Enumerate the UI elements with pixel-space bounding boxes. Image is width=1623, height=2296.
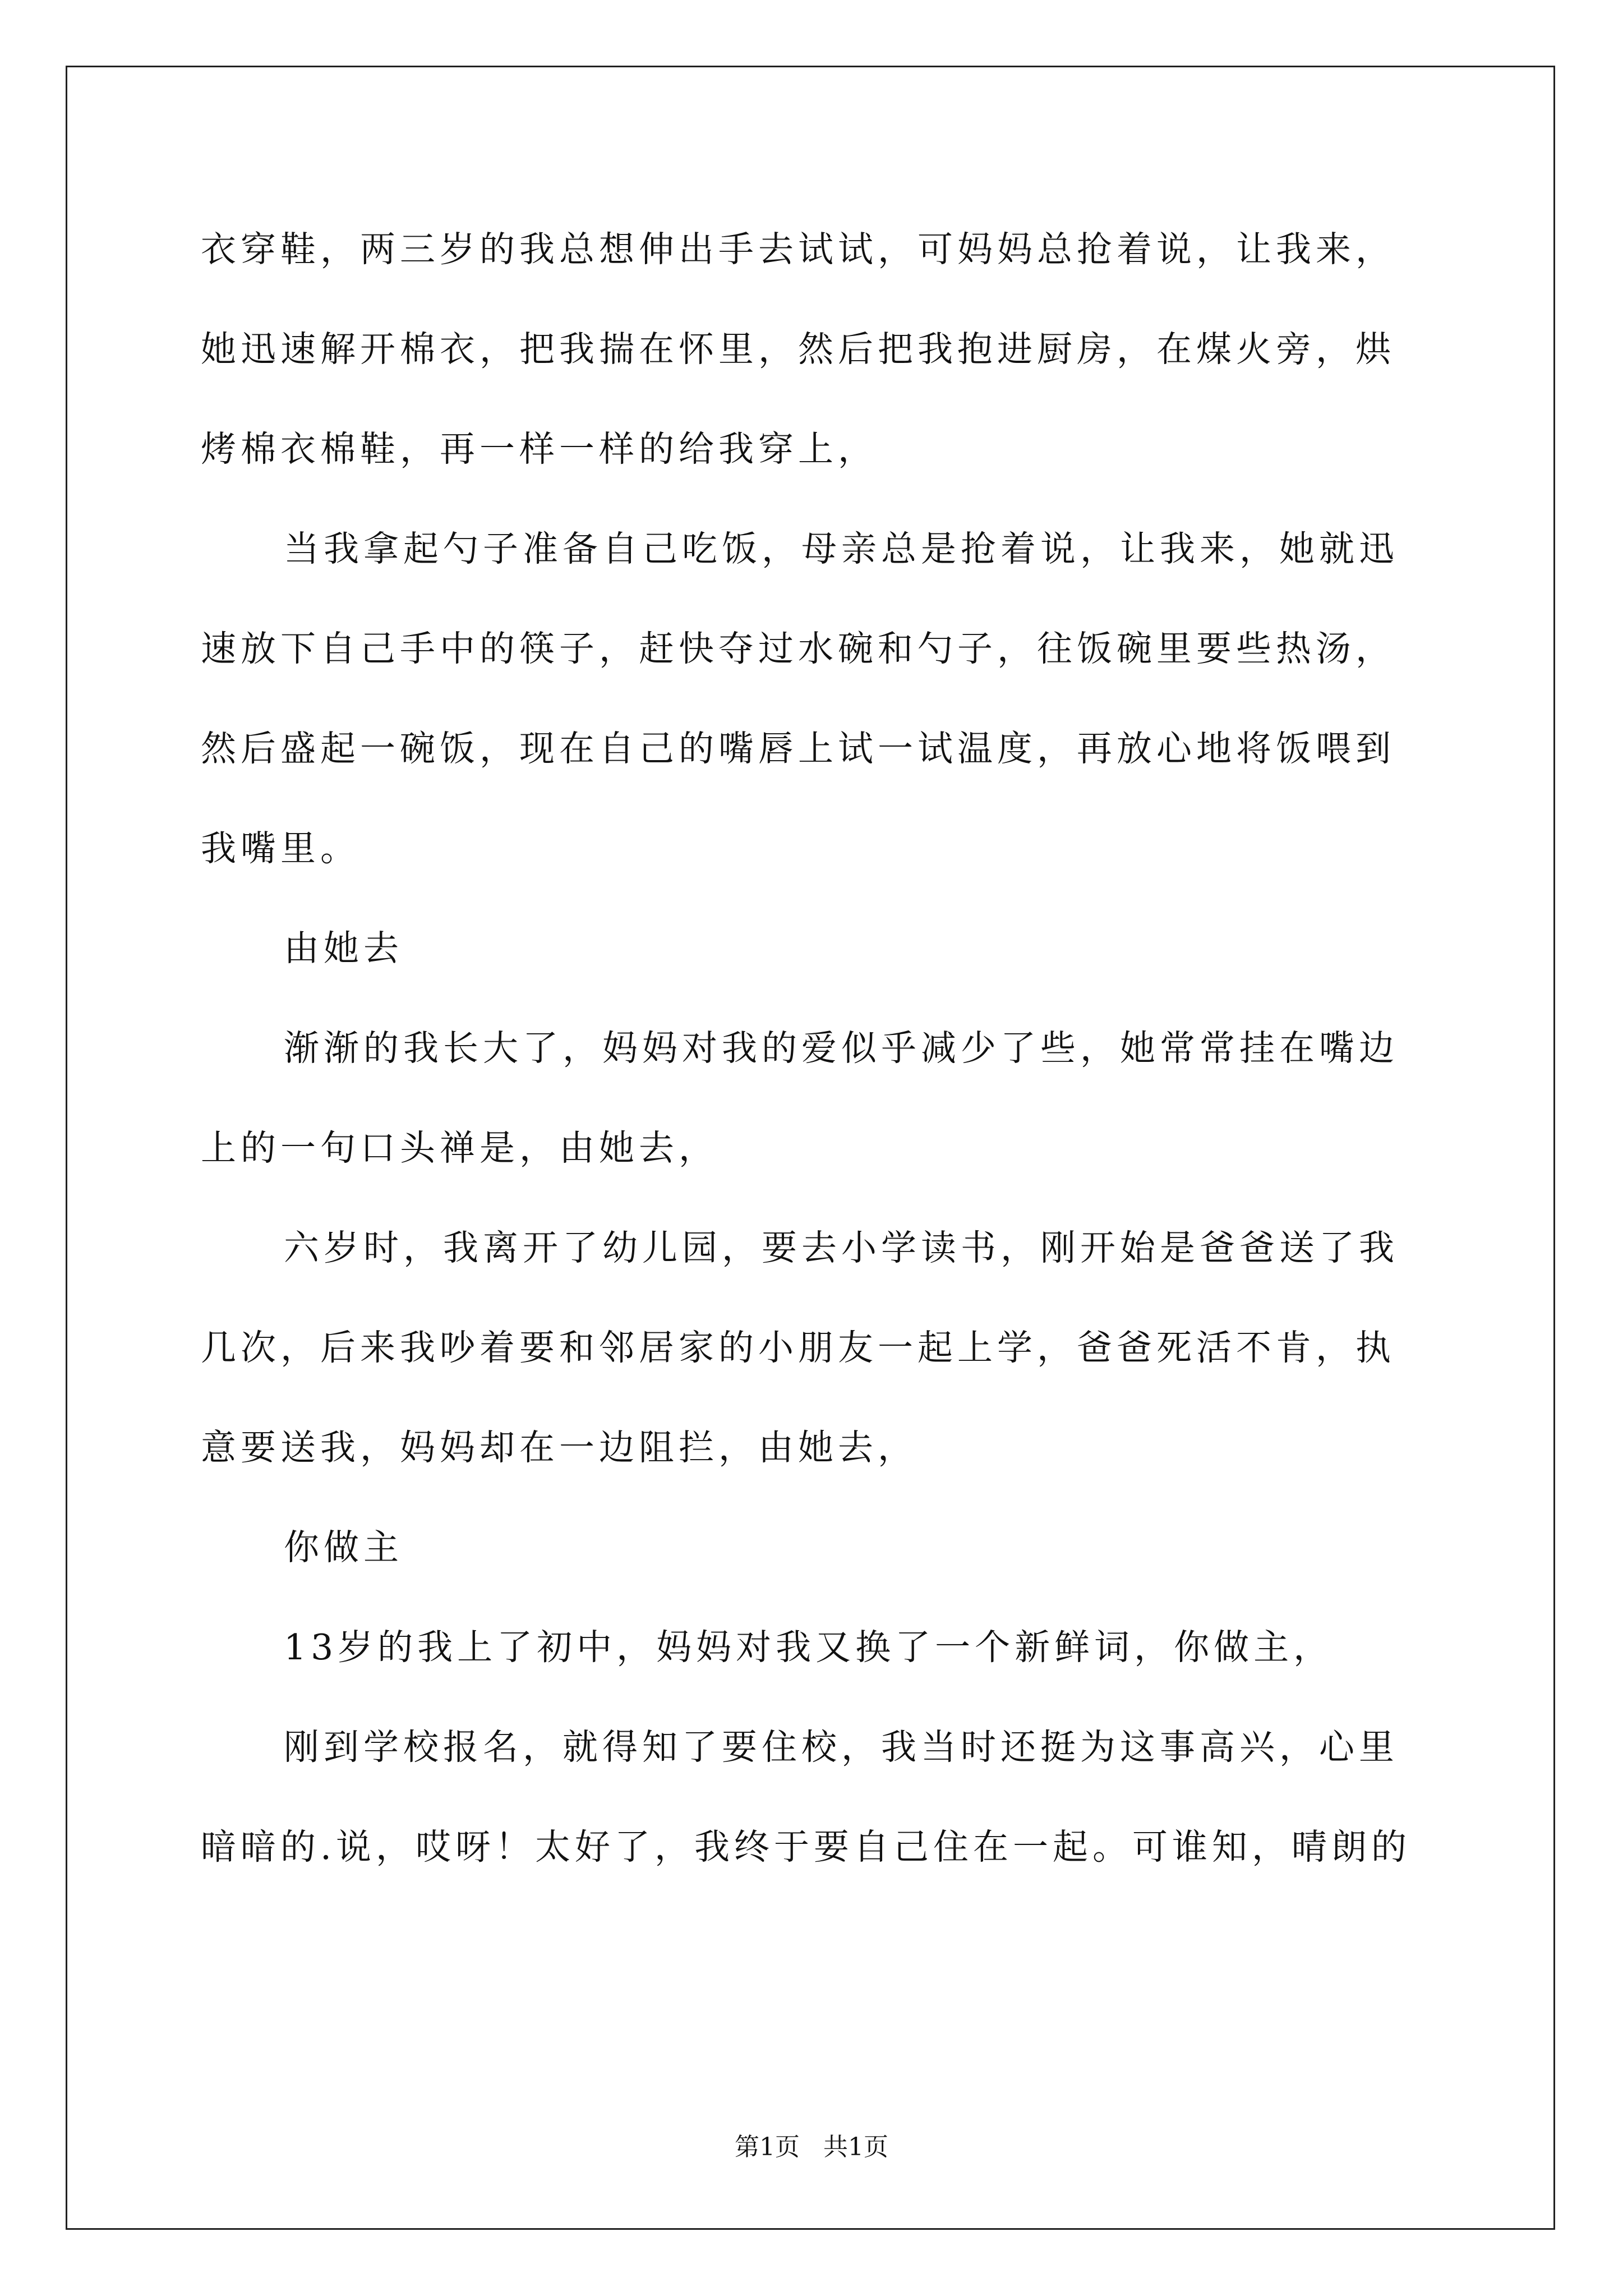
text-line: 速放下自己手中的筷子，赶快夺过水碗和勺子，往饭碗里要些热汤， [201,628,1395,669]
text-line: 我嘴里。 [201,828,360,869]
text-line: 然后盛起一碗饭，现在自己的嘴唇上试一试温度，再放心地将饭喂到 [201,728,1395,769]
text-line: 刚到学校报名，就得知了要住校，我当时还挺为这事高兴，心里 [284,1727,1399,1768]
text-line: 渐渐的我长大了，妈妈对我的爱似乎减少了些，她常常挂在嘴边 [284,1028,1399,1069]
text-line: 上的一句口头禅是，由她去， [201,1128,718,1168]
text-line: 暗暗的.说，哎呀！太好了，我终于要自己住在一起。可谁知，晴朗的 [201,1826,1412,1867]
text-line: 烤棉衣棉鞋，再一样一样的给我穿上， [201,429,878,470]
text-line: 意要送我，妈妈却在一边阻拦，由她去， [201,1427,917,1468]
text-line: 13岁的我上了初中，妈妈对我又换了一个新鲜词，你做主， [284,1627,1334,1668]
text-line: 几次，后来我吵着要和邻居家的小朋友一起上学，爸爸死活不肯，执 [201,1327,1395,1368]
text-line: 衣穿鞋，两三岁的我总想伸出手去试试，可妈妈总抢着说，让我来， [201,229,1395,270]
text-line: 她迅速解开棉衣，把我揣在怀里，然后把我抱进厨房，在煤火旁，烘 [201,329,1395,370]
section-heading: 你做主 [284,1527,403,1568]
section-heading: 由她去 [284,928,403,969]
page-number-footer: 第1页 共1页 [735,2133,888,2161]
text-line: 当我拿起勺子准备自己吃饭，母亲总是抢着说，让我来，她就迅 [284,528,1399,569]
text-line: 六岁时，我离开了幼儿园，要去小学读书，刚开始是爸爸送了我 [284,1227,1399,1268]
document-body [201,200,1429,1897]
